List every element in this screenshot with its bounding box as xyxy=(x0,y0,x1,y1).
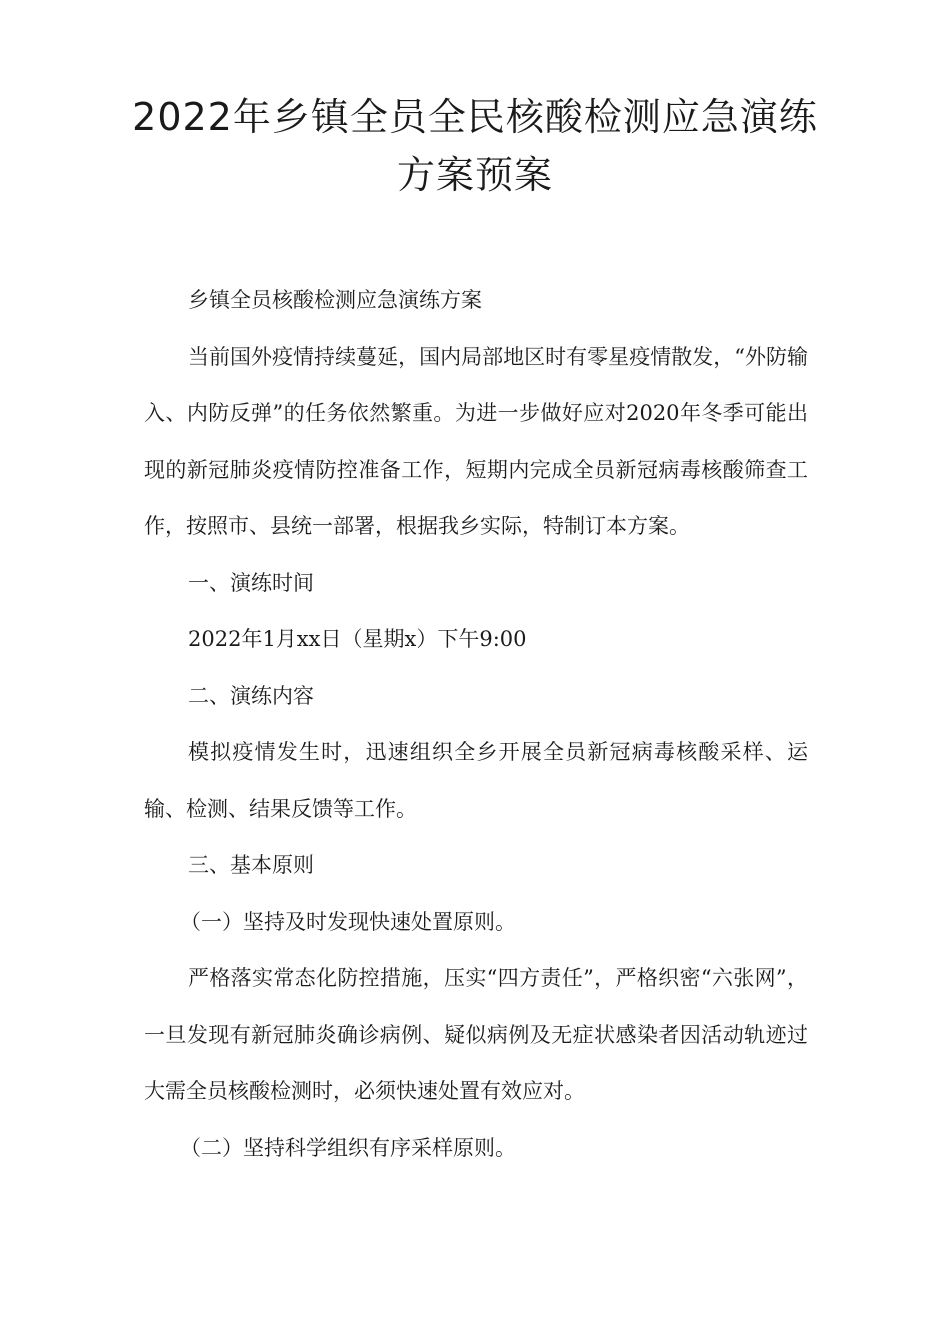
section-heading-drill-content: 二、演练内容 xyxy=(188,683,314,708)
paragraph-drill-time: 2022年1月xx日（星期x）下午9:00 xyxy=(188,627,527,651)
title-line-1: 2022年乡镇全员全民核酸检测应急演练 xyxy=(132,95,818,139)
subheading-principle-2: （二）坚持科学组织有序采样原则。 xyxy=(180,1135,516,1160)
document-body xyxy=(144,272,808,1176)
title-line-2: 方案预案 xyxy=(396,153,553,197)
paragraph-intro: 当前国外疫情持续蔓延，国内局部地区时有零星疫情散发，“外防输入、内防反弹”的任务依然繁重。为进一步做好应对2020年冬季可能出现的新冠肺炎疫情防控准备工作，短期内完成全员新冠病毒核酸筛查工作，按照市、县统一部署，根据我乡实际，特制订本方案。 xyxy=(144,344,808,538)
section-heading-drill-time: 一、演练时间 xyxy=(188,570,314,595)
paragraph-principle-1: 严格落实常态化防控措施，压实“四方责任”，严格织密“六张网”，一旦发现有新冠肺炎确诊病例、疑似病例及无症状感染者因活动轨迹过大需全员核酸检测时，必须快速处置有效应对。 xyxy=(144,966,808,1103)
section-heading-principles: 三、基本原则 xyxy=(188,853,314,877)
document-title xyxy=(120,88,830,204)
subheading-principle-1: （一）坚持及时发现快速处置原则。 xyxy=(180,909,516,934)
paragraph-doc-heading: 乡镇全员核酸检测应急演练方案 xyxy=(188,288,482,312)
paragraph-drill-content: 模拟疫情发生时，迅速组织全乡开展全员新冠病毒核酸采样、运输、检测、结果反馈等工作。 xyxy=(144,740,808,821)
